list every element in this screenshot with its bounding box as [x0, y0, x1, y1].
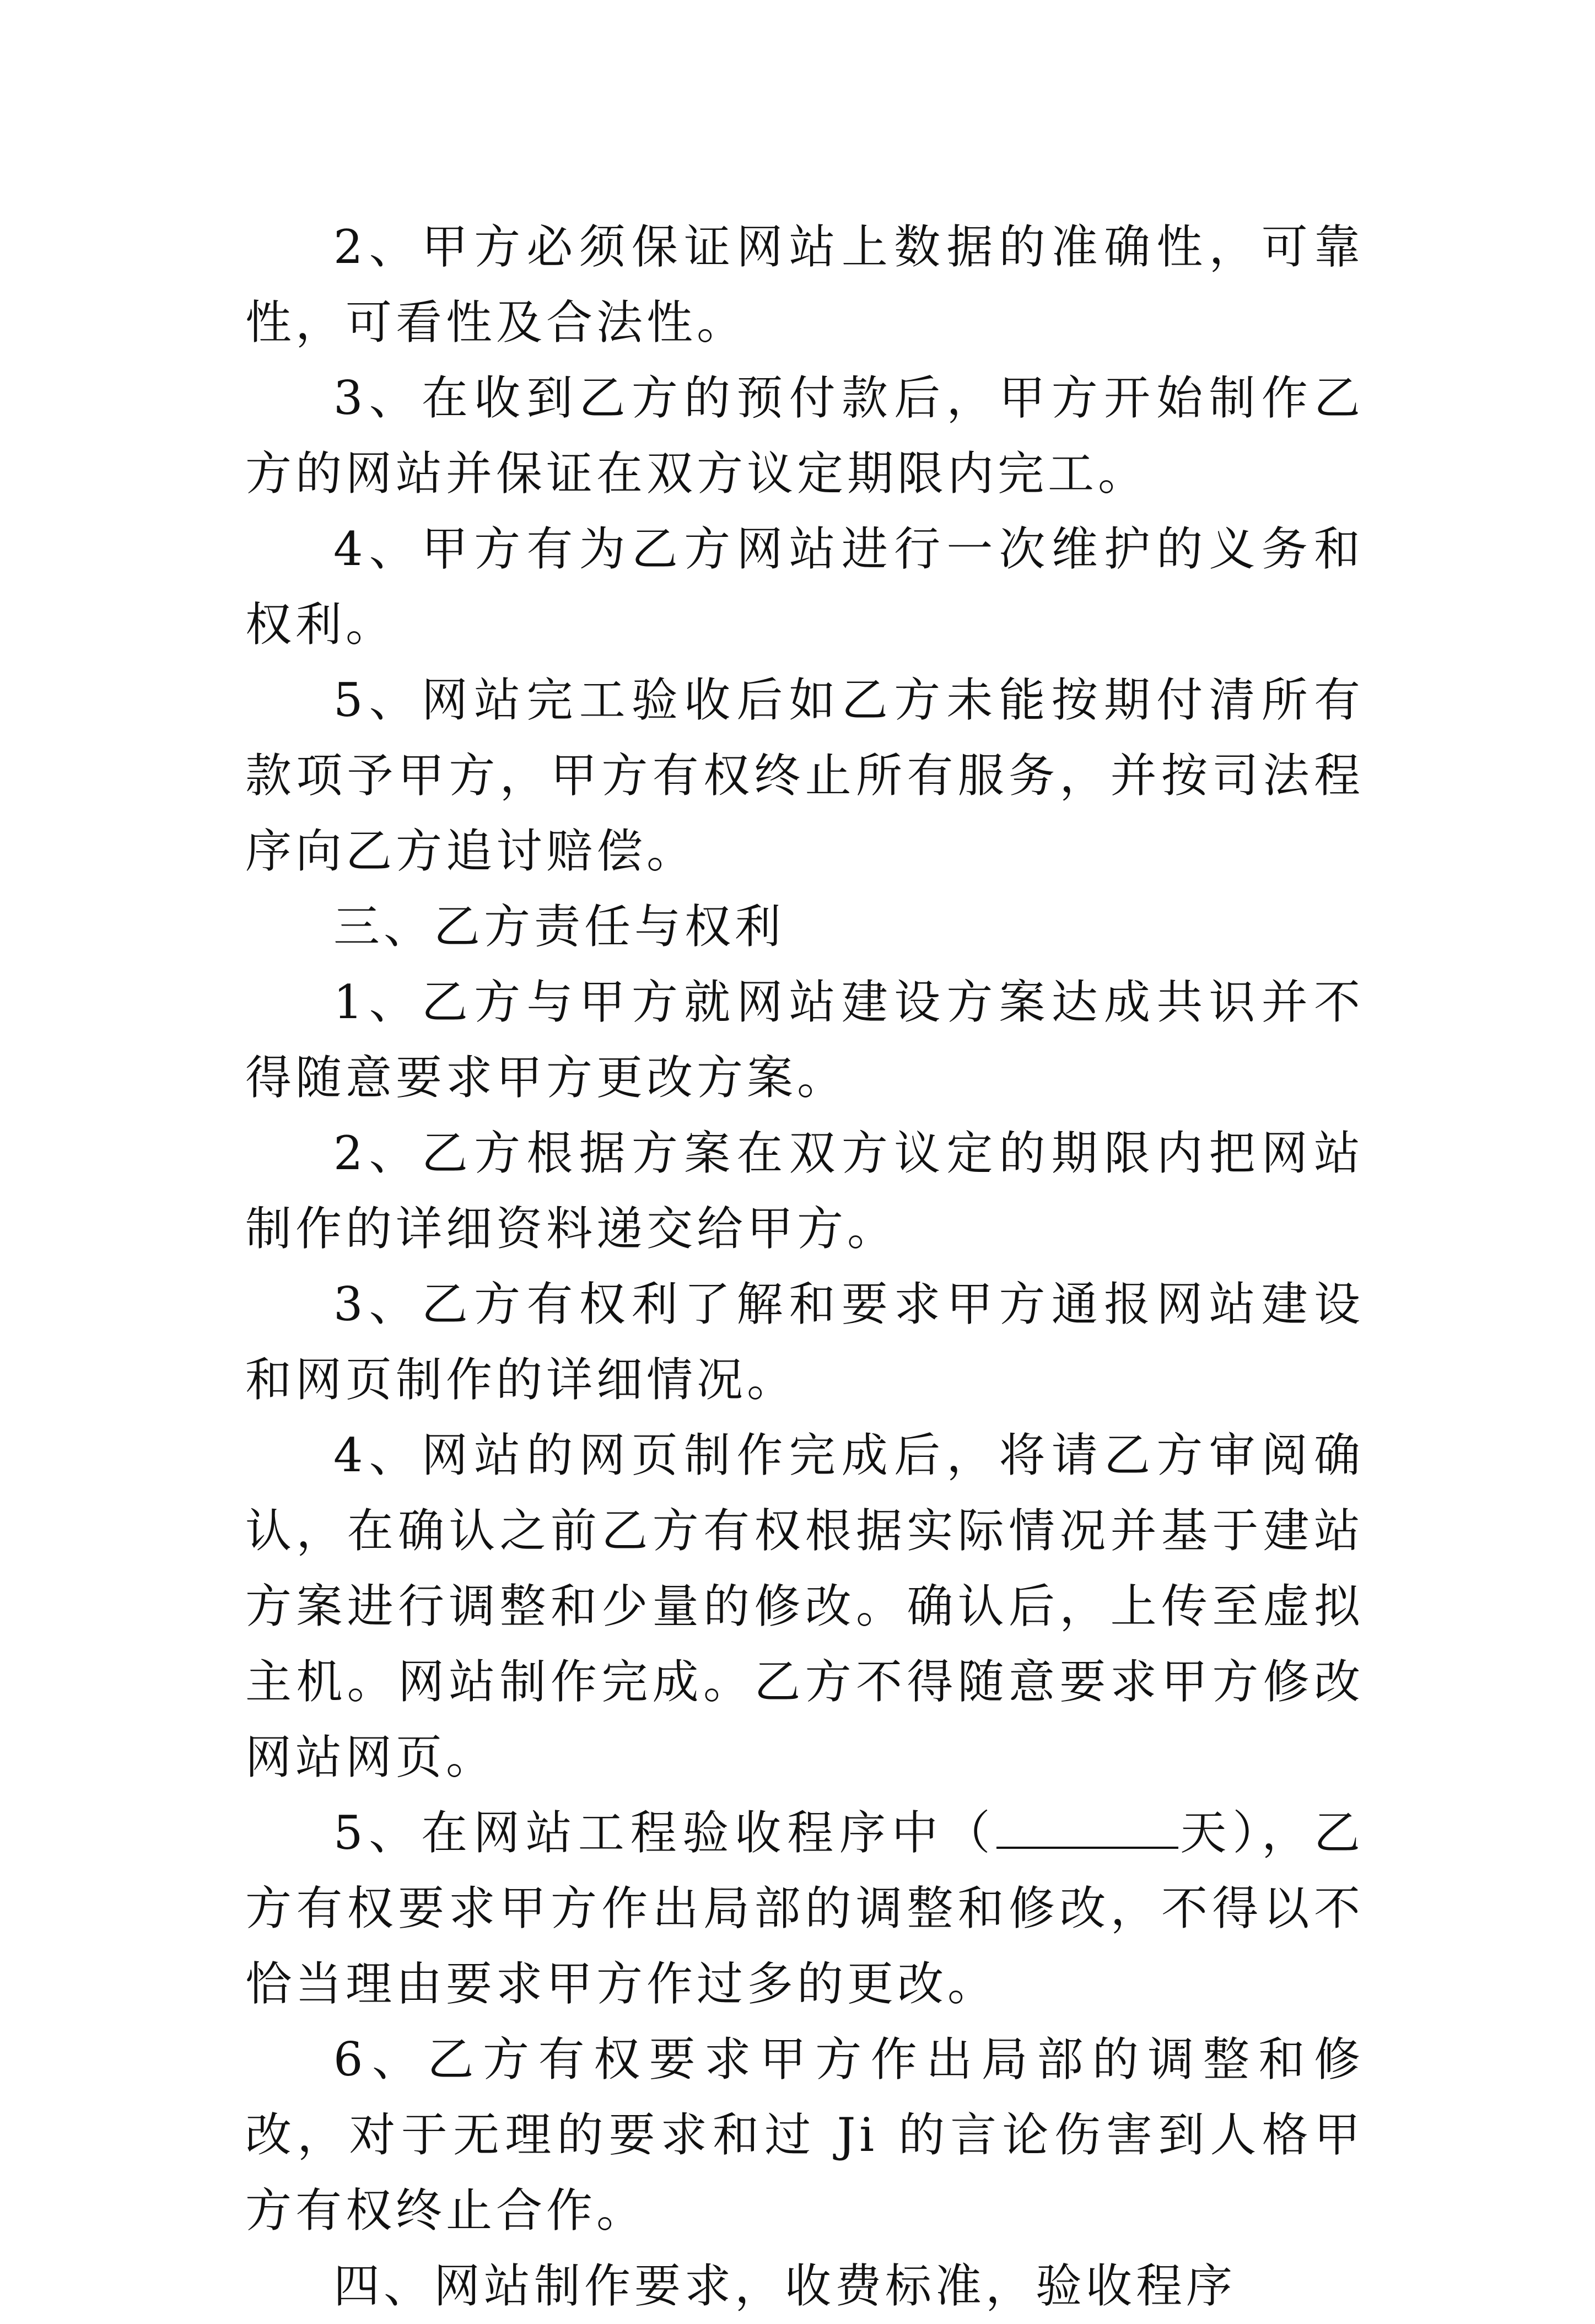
clause-b-6: 6、乙方有权要求甲方作出局部的调整和修改，对于无理的要求和过 Ji 的言论伤害到人格甲方有权终止合作。: [245, 2032, 1364, 2237]
clause-b-2: 2、乙方根据方案在双方议定的期限内把网站制作的详细资料递交给甲方。: [245, 1126, 1364, 1256]
document-body: [245, 209, 1364, 2324]
clause-b-1: 1、乙方与甲方就网站建设方案达成共识并不得随意要求甲方更改方案。: [245, 975, 1364, 1105]
clause-a-2: 2、甲方必须保证网站上数据的准确性，可靠性，可看性及合法性。: [245, 220, 1364, 349]
days-blank-field: [996, 1808, 1178, 1849]
clause-b-5: [245, 1795, 1364, 2022]
section-heading-3: 三、乙方责任与权利: [333, 900, 785, 954]
clause-a-3: 3、在收到乙方的预付款后，甲方开始制作乙方的网站并保证在双方议定期限内完工。: [245, 371, 1364, 501]
clause-a-5: 5、网站完工验收后如乙方未能按期付清所有款项予甲方，甲方有权终止所有服务，并按司法程序向乙方追讨赔偿。: [245, 673, 1364, 878]
clause-b-4: 4、网站的网页制作完成后，将请乙方审阅确认，在确认之前乙方有权根据实际情况并基于建站方案进行调整和少量的修改。确认后，上传至虚拟主机。网站制作完成。乙方不得随意要求甲方修改网站网页。: [245, 1428, 1364, 1784]
clause-b-5-start: 5、在网站工程验收程序中（: [333, 1806, 996, 1860]
clause-b-3: 3、乙方有权利了解和要求甲方通报网站建设和网页制作的详细情况。: [245, 1277, 1364, 1407]
clause-a-4: 4、甲方有为乙方网站进行一次维护的义务和权利。: [245, 522, 1364, 652]
section-heading-4: 四、网站制作要求，收费标准，验收程序: [333, 2259, 1237, 2313]
clause-b-5-end: 天），乙方有权要求甲方作出局部的调整和修改，不得以不恰当理由要求甲方作过多的更改。: [245, 1806, 1364, 2011]
